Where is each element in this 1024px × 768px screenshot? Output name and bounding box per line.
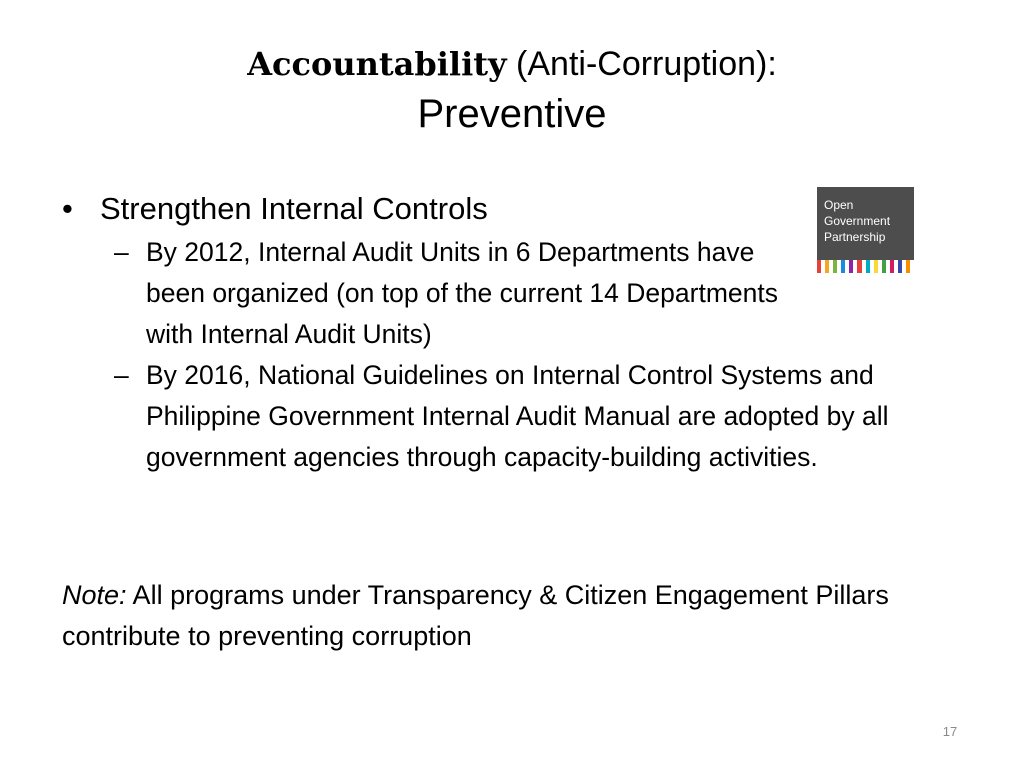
sub-bullet-marker: – bbox=[114, 360, 129, 390]
title-bold-text: Accountability bbox=[247, 45, 507, 83]
note-label: Note: bbox=[62, 580, 127, 610]
sub-bullet-2-text: By 2016, National Guidelines on Internal Control Systems and Philippine Government Internal Audit Manual are adopted by all government agencies through capacity-building activities. bbox=[146, 360, 889, 472]
note-text: All programs under Transparency & Citizen Engagement Pillars contribute to preventing corruption bbox=[62, 580, 889, 651]
sub-bullet-marker: – bbox=[114, 237, 129, 267]
logo-text-line-1: Open bbox=[824, 198, 854, 212]
main-bullet bbox=[62, 186, 962, 232]
bullet-content bbox=[62, 186, 962, 478]
slide-title bbox=[0, 40, 1024, 140]
sub-bullet-2 bbox=[102, 355, 966, 478]
title-line-2: Preventive bbox=[417, 92, 607, 136]
sub-bullet-1 bbox=[102, 232, 786, 355]
logo-text-line-3: Partnership bbox=[824, 230, 886, 244]
logo-text-line-2: Government bbox=[824, 214, 891, 228]
main-bullet-text: Strengthen Internal Controls bbox=[100, 191, 488, 226]
title-line-1 bbox=[0, 40, 1024, 88]
title-rest-text: (Anti-Corruption): bbox=[506, 45, 777, 83]
page-number: 17 bbox=[942, 724, 958, 739]
note-paragraph bbox=[62, 575, 942, 657]
sub-bullet-1-text: By 2012, Internal Audit Units in 6 Departments have been organized (on top of the current 14 Departments with Internal Audit Units) bbox=[146, 237, 778, 349]
sub-bullet-list bbox=[102, 232, 962, 478]
bullet-marker: • bbox=[62, 191, 73, 226]
